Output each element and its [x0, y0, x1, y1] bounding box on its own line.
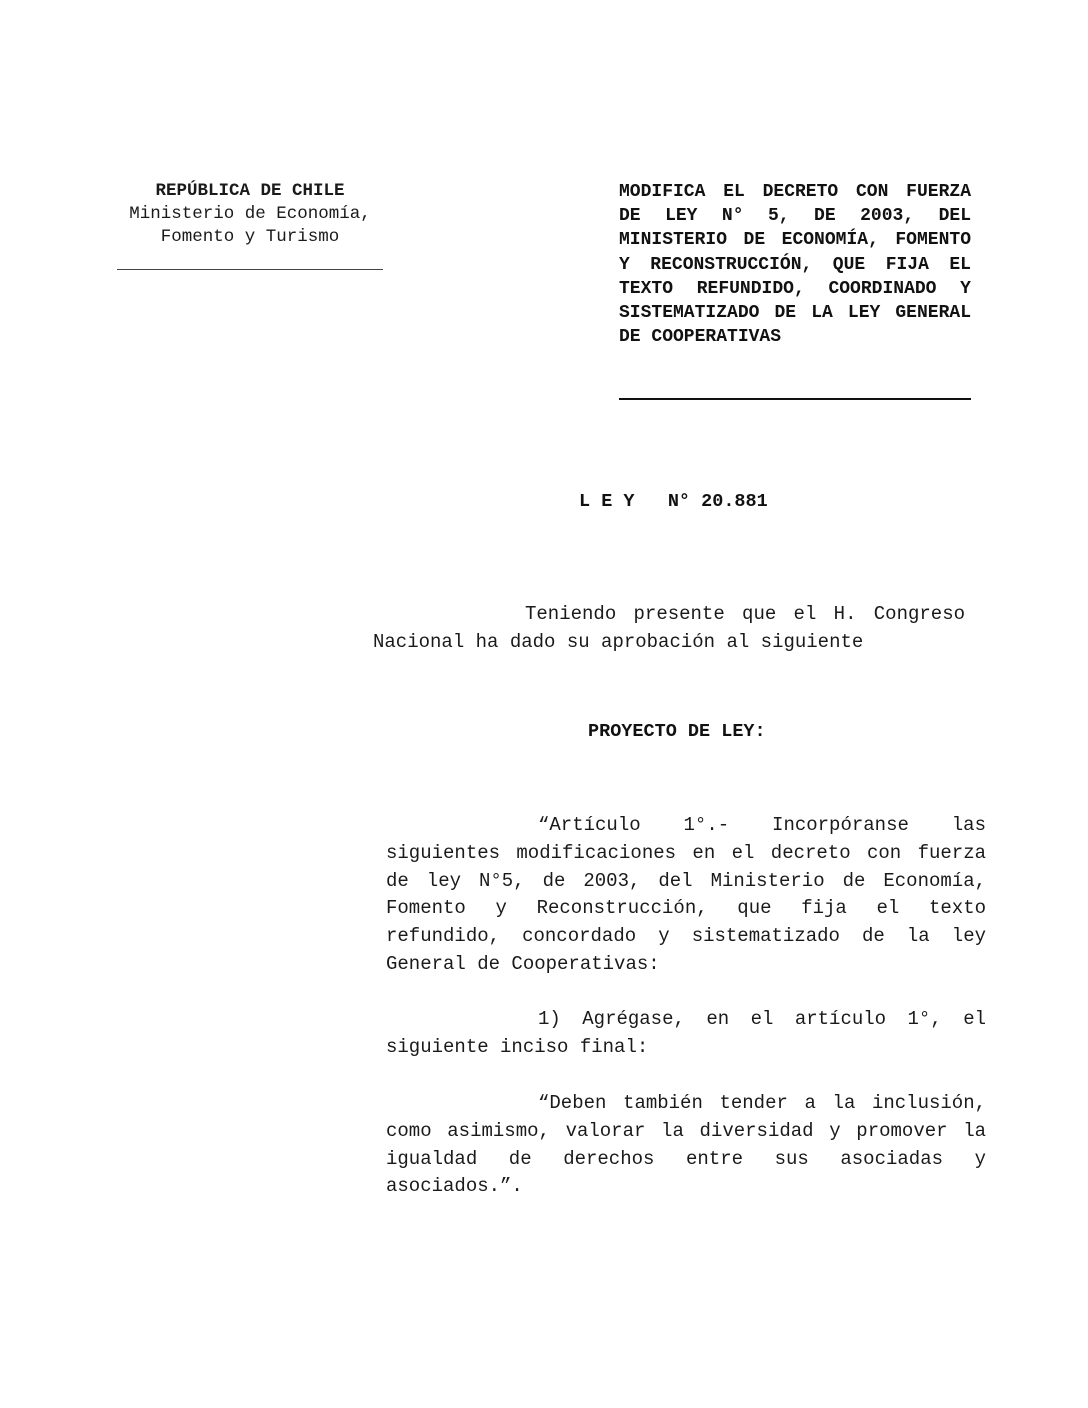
- title-rule: [619, 398, 971, 400]
- law-number: L E Y N° 20.881: [579, 491, 768, 512]
- country-name: REPÚBLICA DE CHILE: [155, 181, 345, 201]
- preamble-paragraph: Teniendo presente que el H. Congreso Nacional ha dado su aprobación al siguiente: [373, 603, 965, 653]
- law-title: MODIFICA EL DECRETO CON FUERZA DE LEY N° 5, DE 2003, DEL MINISTERIO DE ECONOMÍA, FOMENTO Y RECONSTRUCCIÓN, QUE FIJA EL TEXTO REFUNDIDO, COORDINADO Y SISTEMATIZADO DE LA LEY GENERAL DE COOPERATIVAS: [619, 182, 971, 348]
- letterhead-rule: [117, 269, 383, 270]
- ministry-line-2: Fomento y Turismo: [160, 227, 340, 247]
- article-1-item-1: 1) Agrégase, en el artículo 1°, el siguiente inciso final:: [386, 1008, 986, 1058]
- letterhead: [100, 180, 400, 270]
- proyecto-heading: PROYECTO DE LEY:: [588, 721, 766, 742]
- article-1-paragraph: “Artículo 1°.- Incorpóranse las siguientes modificaciones en el decreto con fuerza de ley N°5, de 2003, del Ministerio de Economía, Fomento y Reconstrucción, que fija el texto refundido, concordado y sistematizado de la ley General de Cooperativas:: [386, 814, 986, 975]
- article-1-quoted-inciso: “Deben también tender a la inclusión, como asimismo, valorar la diversidad y promover la igualdad de derechos entre sus asociadas y asociados.”.: [386, 1092, 986, 1198]
- ministry-line-1: Ministerio de Economía,: [129, 204, 371, 224]
